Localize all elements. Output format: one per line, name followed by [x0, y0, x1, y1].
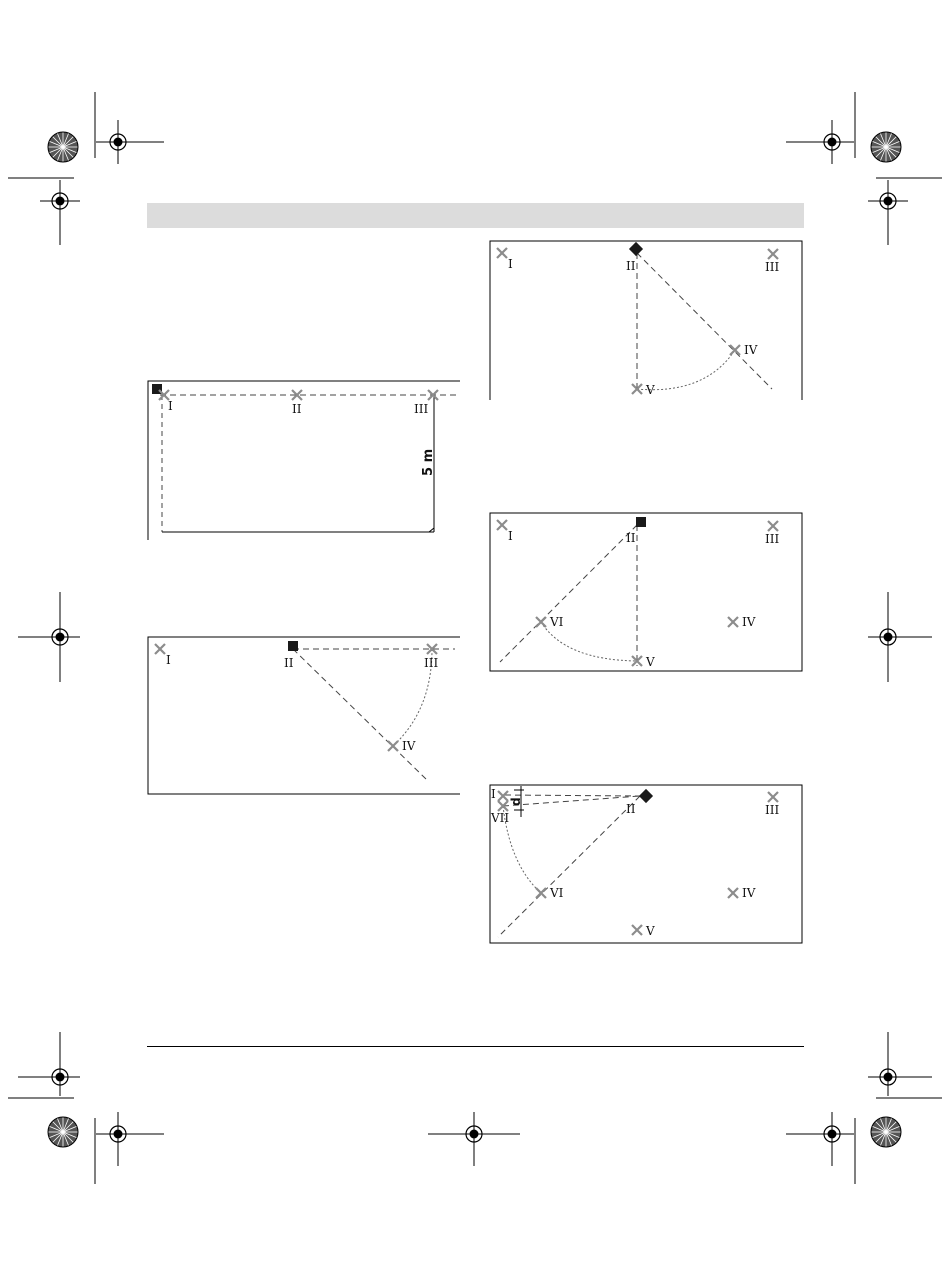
figure-3	[490, 241, 802, 400]
cross-mark-vi	[536, 888, 546, 898]
mark-label-i: I	[508, 529, 513, 543]
mark-label-vii: VII	[491, 811, 510, 825]
figure-2	[148, 637, 460, 794]
mark-label-iv: IV	[742, 615, 756, 629]
figure-4	[490, 513, 802, 671]
mark-label-v: V	[646, 383, 655, 397]
cross-mark-iv	[388, 741, 398, 751]
mark-label-ii: II	[626, 802, 636, 816]
color-target-marks	[48, 132, 901, 1147]
mark-label-iv: IV	[744, 343, 758, 357]
cross-mark-i	[497, 248, 507, 258]
mark-label-iii: III	[765, 532, 780, 546]
mark-label-iii: III	[414, 402, 429, 416]
mark-label-ii: II	[292, 402, 302, 416]
cross-mark-iv	[728, 617, 738, 627]
figure-5	[490, 785, 802, 943]
mark-label-v: V	[646, 655, 655, 669]
mark-label-vi: VI	[550, 886, 564, 900]
cross-mark-iii	[768, 792, 778, 802]
registration-marks	[48, 130, 900, 1146]
mark-label-ii: II	[626, 259, 636, 273]
cross-mark-iv	[730, 345, 740, 355]
mark-label-ii: II	[626, 531, 636, 545]
cross-mark-i	[155, 644, 165, 654]
mark-label-iv: IV	[402, 739, 416, 753]
cross-mark-v	[632, 925, 642, 935]
mark-label-iii: III	[765, 260, 780, 274]
mark-label-i: I	[508, 257, 513, 271]
figure-1	[148, 381, 460, 540]
mark-label-ii: II	[284, 656, 294, 670]
mark-label-iii: III	[765, 803, 780, 817]
distance-label-5m: 5 m	[421, 448, 436, 476]
mark-label-vi: VI	[550, 615, 564, 629]
mark-label-v: V	[646, 924, 655, 938]
device-icon	[636, 517, 646, 527]
cross-mark-iii	[768, 521, 778, 531]
mark-label-iii: III	[424, 656, 439, 670]
device-icon	[288, 641, 298, 651]
cross-mark-i	[498, 791, 508, 801]
registration-lines	[18, 120, 932, 1166]
cross-mark-iv	[728, 888, 738, 898]
cross-mark-i	[497, 520, 507, 530]
device-icon	[629, 242, 643, 256]
mark-label-i: I	[491, 787, 496, 801]
mark-label-i: I	[166, 653, 171, 667]
cross-mark-vi	[536, 617, 546, 627]
mark-label-i: I	[168, 399, 173, 413]
cross-mark-iii	[768, 249, 778, 259]
mark-label-iv: IV	[742, 886, 756, 900]
device-icon	[639, 789, 653, 803]
distance-label-d: d	[509, 797, 523, 806]
cross-mark-iii	[428, 390, 438, 400]
